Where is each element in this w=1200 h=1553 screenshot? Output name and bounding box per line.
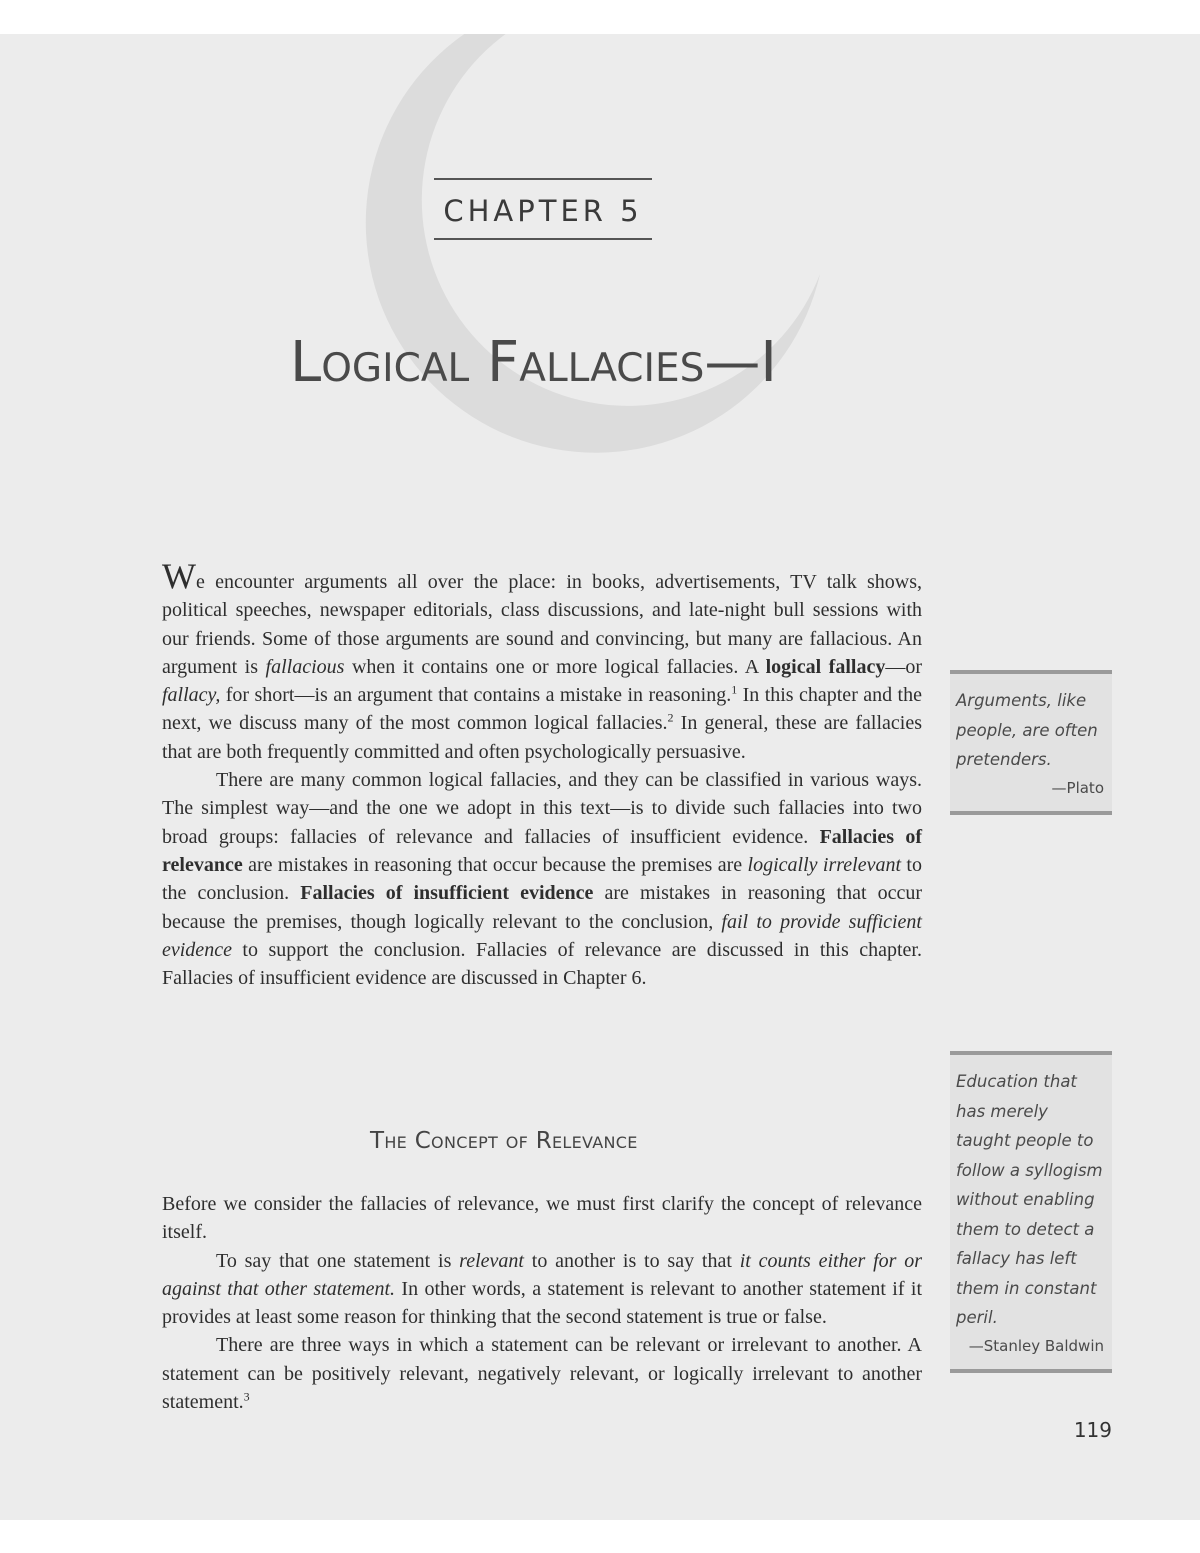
page-number: 119 xyxy=(1073,1418,1112,1442)
quote-author: —Plato xyxy=(1051,778,1104,797)
section-paragraph-1: Before we consider the fallacies of relevance, we must first clarify the concept of relevance itself. xyxy=(162,1193,922,1244)
quote-author: —Stanley Baldwin xyxy=(968,1336,1104,1355)
intro-text xyxy=(162,556,923,992)
intro-paragraph-1: We encounter arguments all over the place: in books, advertisements, TV talk shows, political speeches, newspaper editorials, class discussions, and late-night bull sessions with our friends. Some of those arguments are sound and convincing, but many are fallacious. An argument is fallacious when it contains one or more logical fallacies. A logical fallacy—or fallacy, for short—is an argument that contains a mistake in reasoning.$^1$ In this chapter and the next, we discuss many of the most common logical fallacies.$^2$ In general, these are fallacies that are both frequently committed and often psychologically persuasive. xyxy=(162,556,922,763)
quote-text: Education that has merely taught people to follow a syllogism without enabling them to detect a fallacy has left them in constant peril. xyxy=(956,1072,1103,1327)
intro-paragraph-2: There are many common logical fallacies, and they can be classified in various ways. The simplest way—and the one we adopt in this text—is to divide such fallacies into two broad groups: fallacies of relevance and fallacies of insufficient evidence. Fallacies of relevance are mistakes in reasoning that occur because the premises are logically irrelevant to the conclusion. Fallacies of insufficient evidence are mistakes in reasoning that occur because the premises, though logically relevant to the conclusion, fail to provide sufficient evidence to support the conclusion. Fallacies of relevance are discussed in this chapter. Fallacies of insufficient evidence are discussed in Chapter 6. xyxy=(162,769,923,990)
sidebar-quote-plato xyxy=(950,670,1112,815)
chapter-label: CHAPTER 5 xyxy=(434,178,652,240)
sidebar-quote-baldwin xyxy=(950,1051,1112,1373)
section-paragraph-2: To say that one statement is relevant to another is to say that it counts either for or against that other statement. In other words, a statement is relevant to another statement if it provides at least some reason for thinking that the second statement is true or false. xyxy=(162,1249,923,1329)
footnote-ref: 3 xyxy=(243,1389,250,1404)
footnote-ref: 1 xyxy=(731,682,738,697)
section-paragraph-3: There are three ways in which a statement can be relevant or irrelevant to another. A statement can be positively relevant, negatively relevant, or logically irrelevant to another statement.$^3$ xyxy=(162,1334,922,1414)
drop-cap: W xyxy=(162,556,196,596)
section-text xyxy=(162,1190,922,1416)
footnote-ref: 2 xyxy=(667,710,674,725)
book-page xyxy=(0,34,1200,1520)
chapter-title: Logical Fallacies—I xyxy=(290,330,777,395)
quote-text: Arguments, like people, are often pretenders. xyxy=(956,691,1098,769)
section-heading: The Concept of Relevance xyxy=(370,1128,638,1154)
